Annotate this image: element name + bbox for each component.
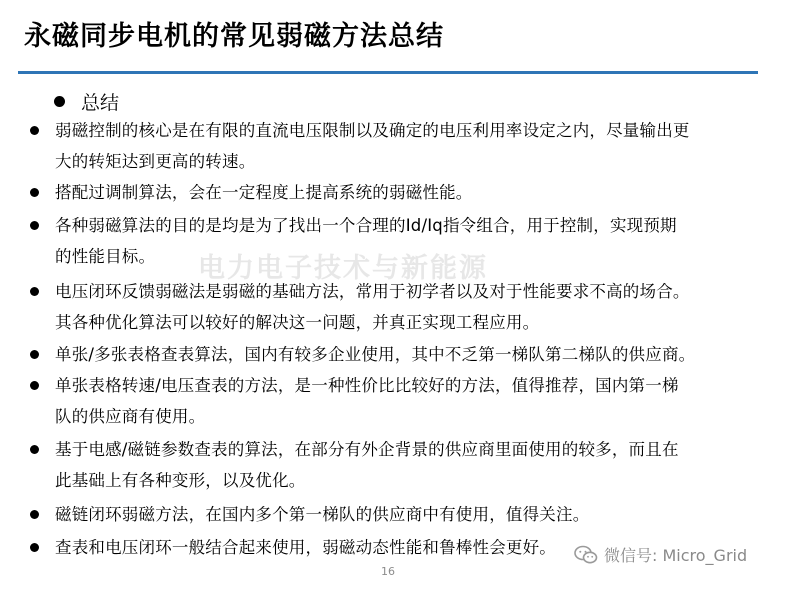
list-item-line: 大的转矩达到更高的转速。 xyxy=(55,152,256,171)
list-item-line: 其各种优化算法可以较好的解决这一问题，并真正实现工程应用。 xyxy=(55,313,540,332)
section-heading-label: 总结 xyxy=(81,92,120,114)
bullet-icon xyxy=(30,188,39,197)
watermark: 电力电子技术与新能源 xyxy=(198,253,488,284)
list-item xyxy=(55,115,755,177)
list-item xyxy=(55,177,755,208)
list-item-line: 单张/多张表格查表算法，国内有较多企业使用，其中不乏第一梯队第二梯队的供应商。 xyxy=(55,345,696,364)
list-item-line: 队的供应商有使用。 xyxy=(55,407,206,426)
list-item xyxy=(55,276,755,338)
bullet-icon xyxy=(30,543,39,552)
wechat-icon xyxy=(574,545,598,565)
list-item-line: 各种弱磁算法的目的是均是为了找出一个合理的Id/Iq指令组合，用于控制，实现预期 xyxy=(55,216,677,235)
bullet-icon xyxy=(30,445,39,454)
list-item-line: 的性能目标。 xyxy=(55,247,156,266)
list-item-line: 基于电感/磁链参数查表的算法，在部分有外企背景的供应商里面使用的较多，而且在 xyxy=(55,440,679,459)
title-divider xyxy=(18,71,758,74)
list-item-line: 搭配过调制算法，会在一定程度上提高系统的弱磁性能。 xyxy=(55,183,473,202)
list-item xyxy=(55,339,755,370)
list-item xyxy=(55,370,755,432)
slide-title: 永磁同步电机的常见弱磁方法总结 xyxy=(24,21,444,52)
bullet-icon xyxy=(30,287,39,296)
list-item-line: 查表和电压闭环一般结合起来使用，弱磁动态性能和鲁棒性会更好。 xyxy=(55,538,556,557)
list-item xyxy=(55,499,755,530)
list-item xyxy=(55,210,755,272)
list-item-line: 磁链闭环弱磁方法，在国内多个第一梯队的供应商中有使用，值得关注。 xyxy=(55,505,590,524)
list-item-line: 此基础上有各种变形，以及优化。 xyxy=(55,471,306,490)
section-heading xyxy=(54,88,119,115)
wechat-id-badge xyxy=(574,543,747,566)
list-item-line: 单张表格转速/电压查表的方法，是一种性价比比较好的方法，值得推荐，国内第一梯 xyxy=(55,376,679,395)
bullet-icon xyxy=(30,126,39,135)
bullet-icon xyxy=(30,381,39,390)
list-item xyxy=(55,434,755,496)
wechat-id-label: 微信号: Micro_Grid xyxy=(604,546,748,565)
bullet-icon xyxy=(30,221,39,230)
list-item-line: 电压闭环反馈弱磁法是弱磁的基础方法，常用于初学者以及对于性能要求不高的场合。 xyxy=(55,282,690,301)
list-item-line: 弱磁控制的核心是在有限的直流电压限制以及确定的电压利用率设定之内，尽量输出更 xyxy=(55,121,690,140)
bullet-icon xyxy=(30,510,39,519)
page-number: 16 xyxy=(381,565,395,578)
bullet-icon xyxy=(30,350,39,359)
section-bullet-icon xyxy=(54,96,65,107)
